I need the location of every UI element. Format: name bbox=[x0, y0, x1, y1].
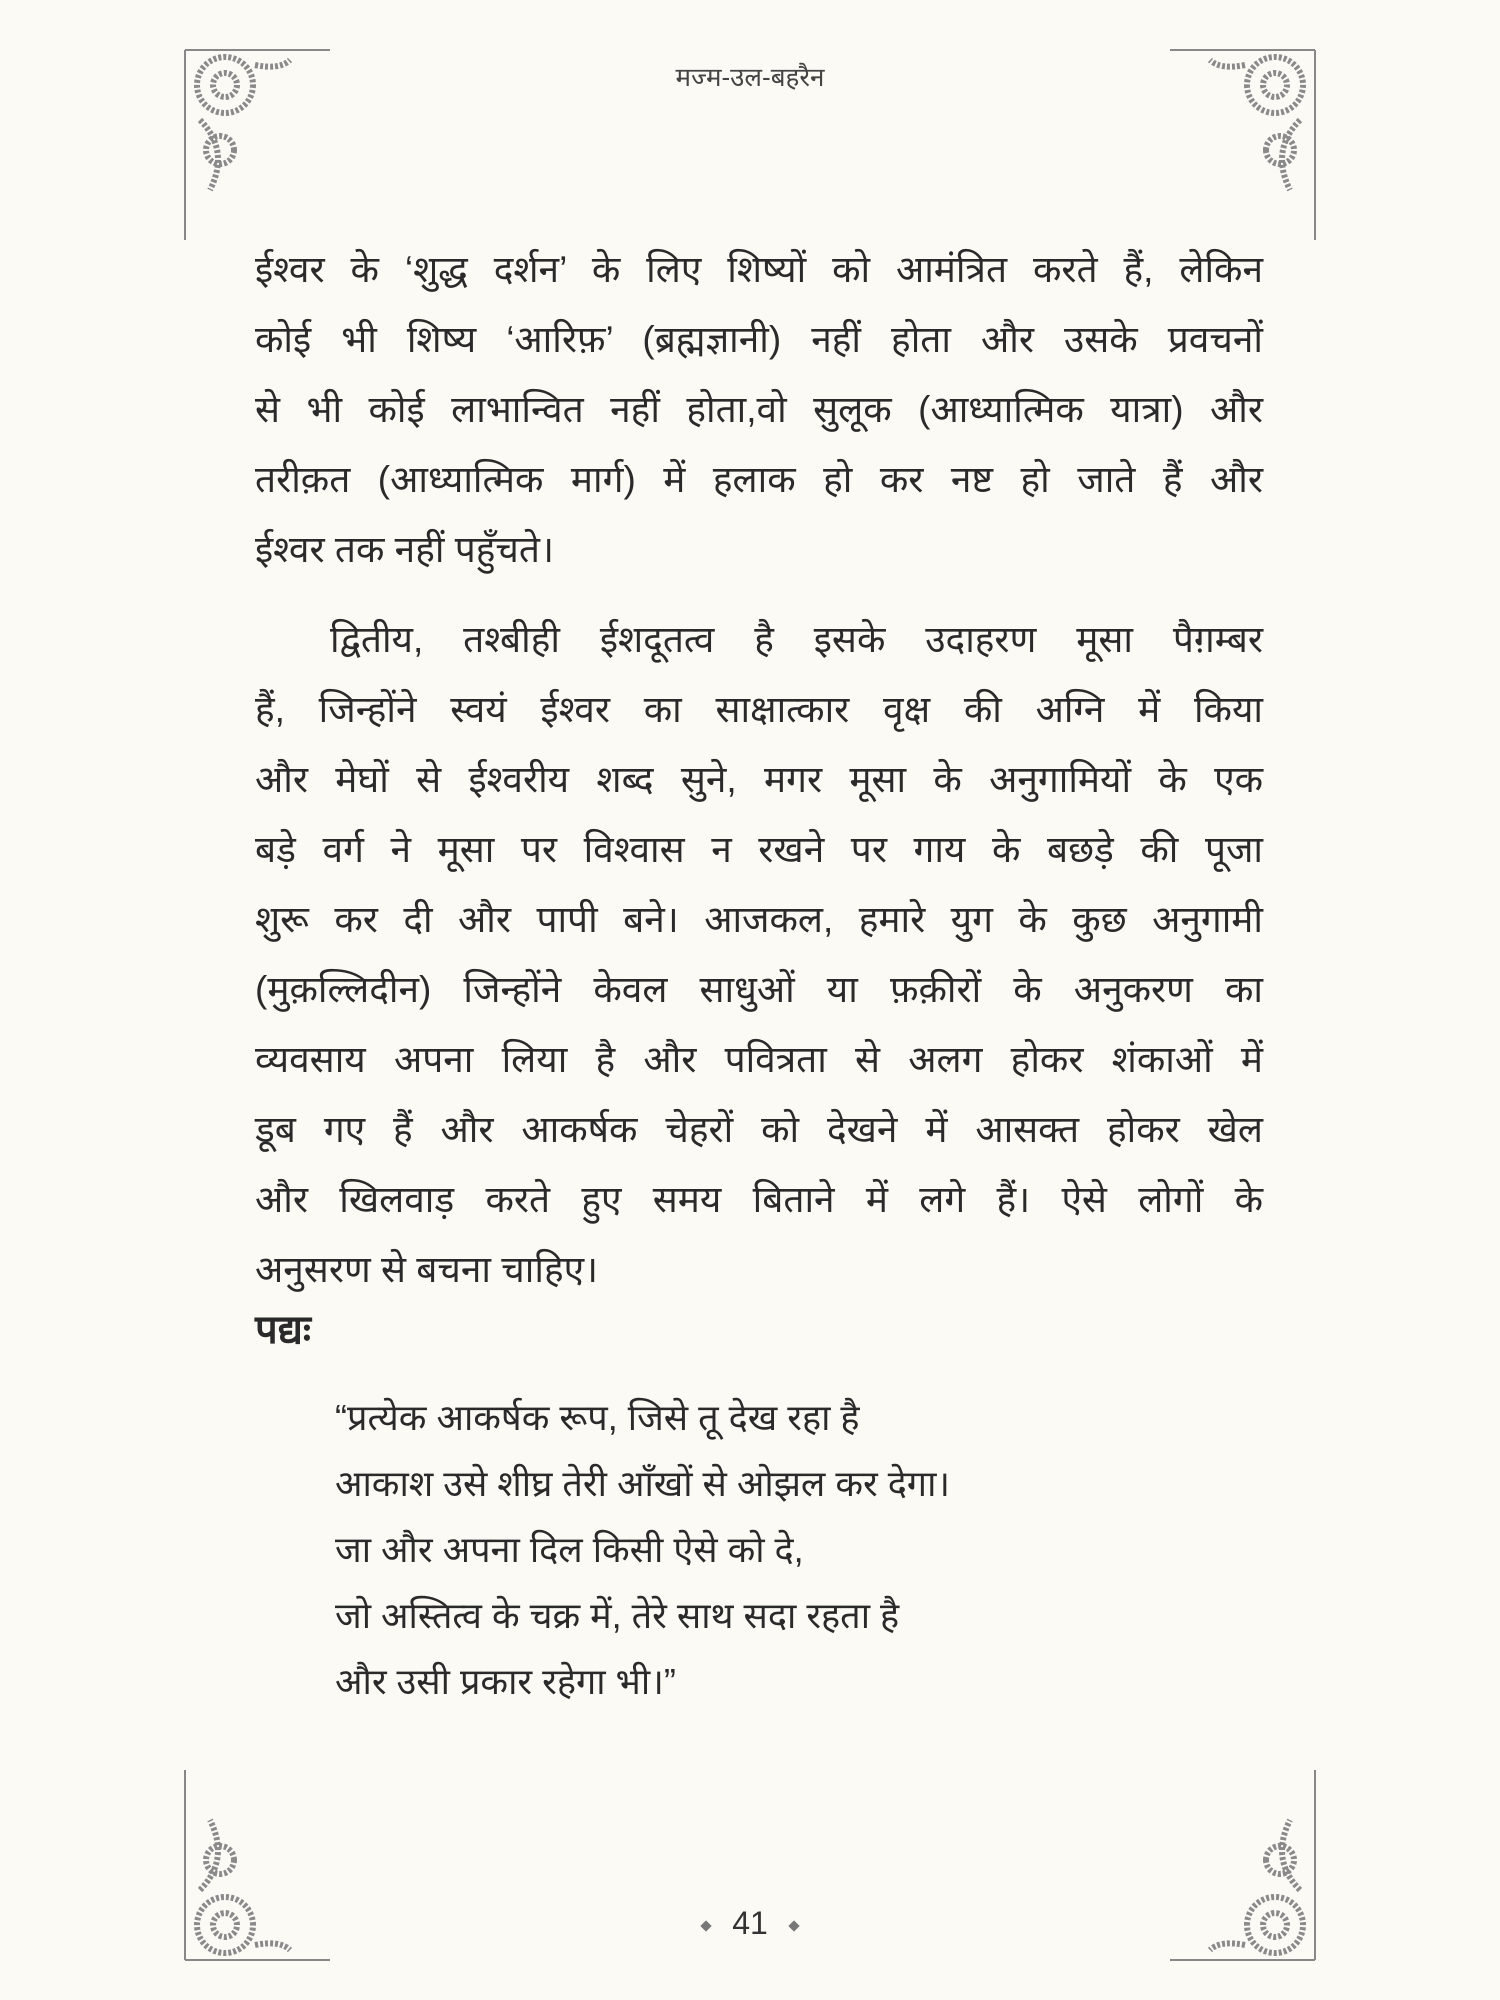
floral-ornament-icon bbox=[180, 40, 330, 240]
text-line: और खिलवाड़ करते हुए समय बिताने में लगे हैं। ऐसे लोगों के bbox=[255, 1179, 1263, 1220]
text-line: हैं, जिन्होंने स्वयं ईश्वर का साक्षात्कार वृक्ष की अग्नि में किया bbox=[255, 689, 1263, 730]
poem-line: जा और अपना दिल किसी ऐसे को दे, bbox=[335, 1529, 804, 1570]
poem-line: आकाश उसे शीघ्र तेरी आँखों से ओझल कर देगा। bbox=[335, 1463, 951, 1504]
text-line: तरीक़त (आध्यात्मिक मार्ग) में हलाक हो कर नष्ट हो जाते हैं और bbox=[255, 459, 1263, 500]
text-line: अनुसरण से बचना चाहिए। bbox=[255, 1249, 599, 1290]
text-line: शुरू कर दी और पापी बने। आजकल, हमारे युग के कुछ अनुगामी bbox=[255, 899, 1263, 940]
page-number-footer bbox=[0, 1905, 1500, 1942]
text-line: कोई भी शिष्य ‘आरिफ़’ (ब्रह्मज्ञानी) नहीं होता और उसके प्रवचनों bbox=[255, 319, 1263, 360]
text-line: और मेघों से ईश्वरीय शब्द सुने, मगर मूसा के अनुगामियों के एक bbox=[255, 759, 1263, 800]
corner-ornament-top-right bbox=[1170, 40, 1320, 240]
paragraph-2 bbox=[255, 605, 1263, 1305]
text-line: (मुक़ल्लिदीन) जिन्होंने केवल साधुओं या फ़क़ीरों के अनुकरण का bbox=[255, 969, 1263, 1010]
text-line: ईश्वर तक नहीं पहुँचते। bbox=[255, 529, 554, 570]
section-heading: पद्यः bbox=[255, 1308, 311, 1352]
page-number: 41 bbox=[732, 1905, 768, 1941]
text-line: व्यवसाय अपना लिया है और पवित्रता से अलग होकर शंकाओं में bbox=[255, 1039, 1263, 1080]
floral-ornament-icon bbox=[1170, 40, 1320, 240]
corner-ornament-top-left bbox=[180, 40, 330, 240]
running-header: मज्म-उल-बहरैन bbox=[675, 62, 825, 92]
diamond-icon bbox=[788, 1920, 799, 1931]
text-line: ईश्वर के ‘शुद्ध दर्शन’ के लिए शिष्यों को आमंत्रित करते हैं, लेकिन bbox=[255, 249, 1263, 290]
text-line: से भी कोई लाभान्वित नहीं होता,वो सुलूक (आध्यात्मिक यात्रा) और bbox=[255, 389, 1263, 430]
text-line: बड़े वर्ग ने मूसा पर विश्वास न रखने पर गाय के बछड़े की पूजा bbox=[255, 829, 1263, 870]
poem-line: जो अस्तित्व के चक्र में, तेरे साथ सदा रहता है bbox=[335, 1595, 900, 1636]
diamond-icon bbox=[701, 1920, 712, 1931]
poem-line: “प्रत्येक आकर्षक रूप, जिसे तू देख रहा है bbox=[335, 1397, 860, 1438]
poem-line: और उसी प्रकार रहेगा भी।” bbox=[335, 1661, 676, 1702]
text-line: डूब गए हैं और आकर्षक चेहरों को देखने में आसक्त होकर खेल bbox=[255, 1109, 1263, 1150]
poem-block bbox=[335, 1385, 950, 1715]
text-line: द्वितीय, तश्बीही ईशदूतत्व है इसके उदाहरण मूसा पैग़म्बर bbox=[330, 619, 1263, 660]
paragraph-1 bbox=[255, 235, 1263, 585]
